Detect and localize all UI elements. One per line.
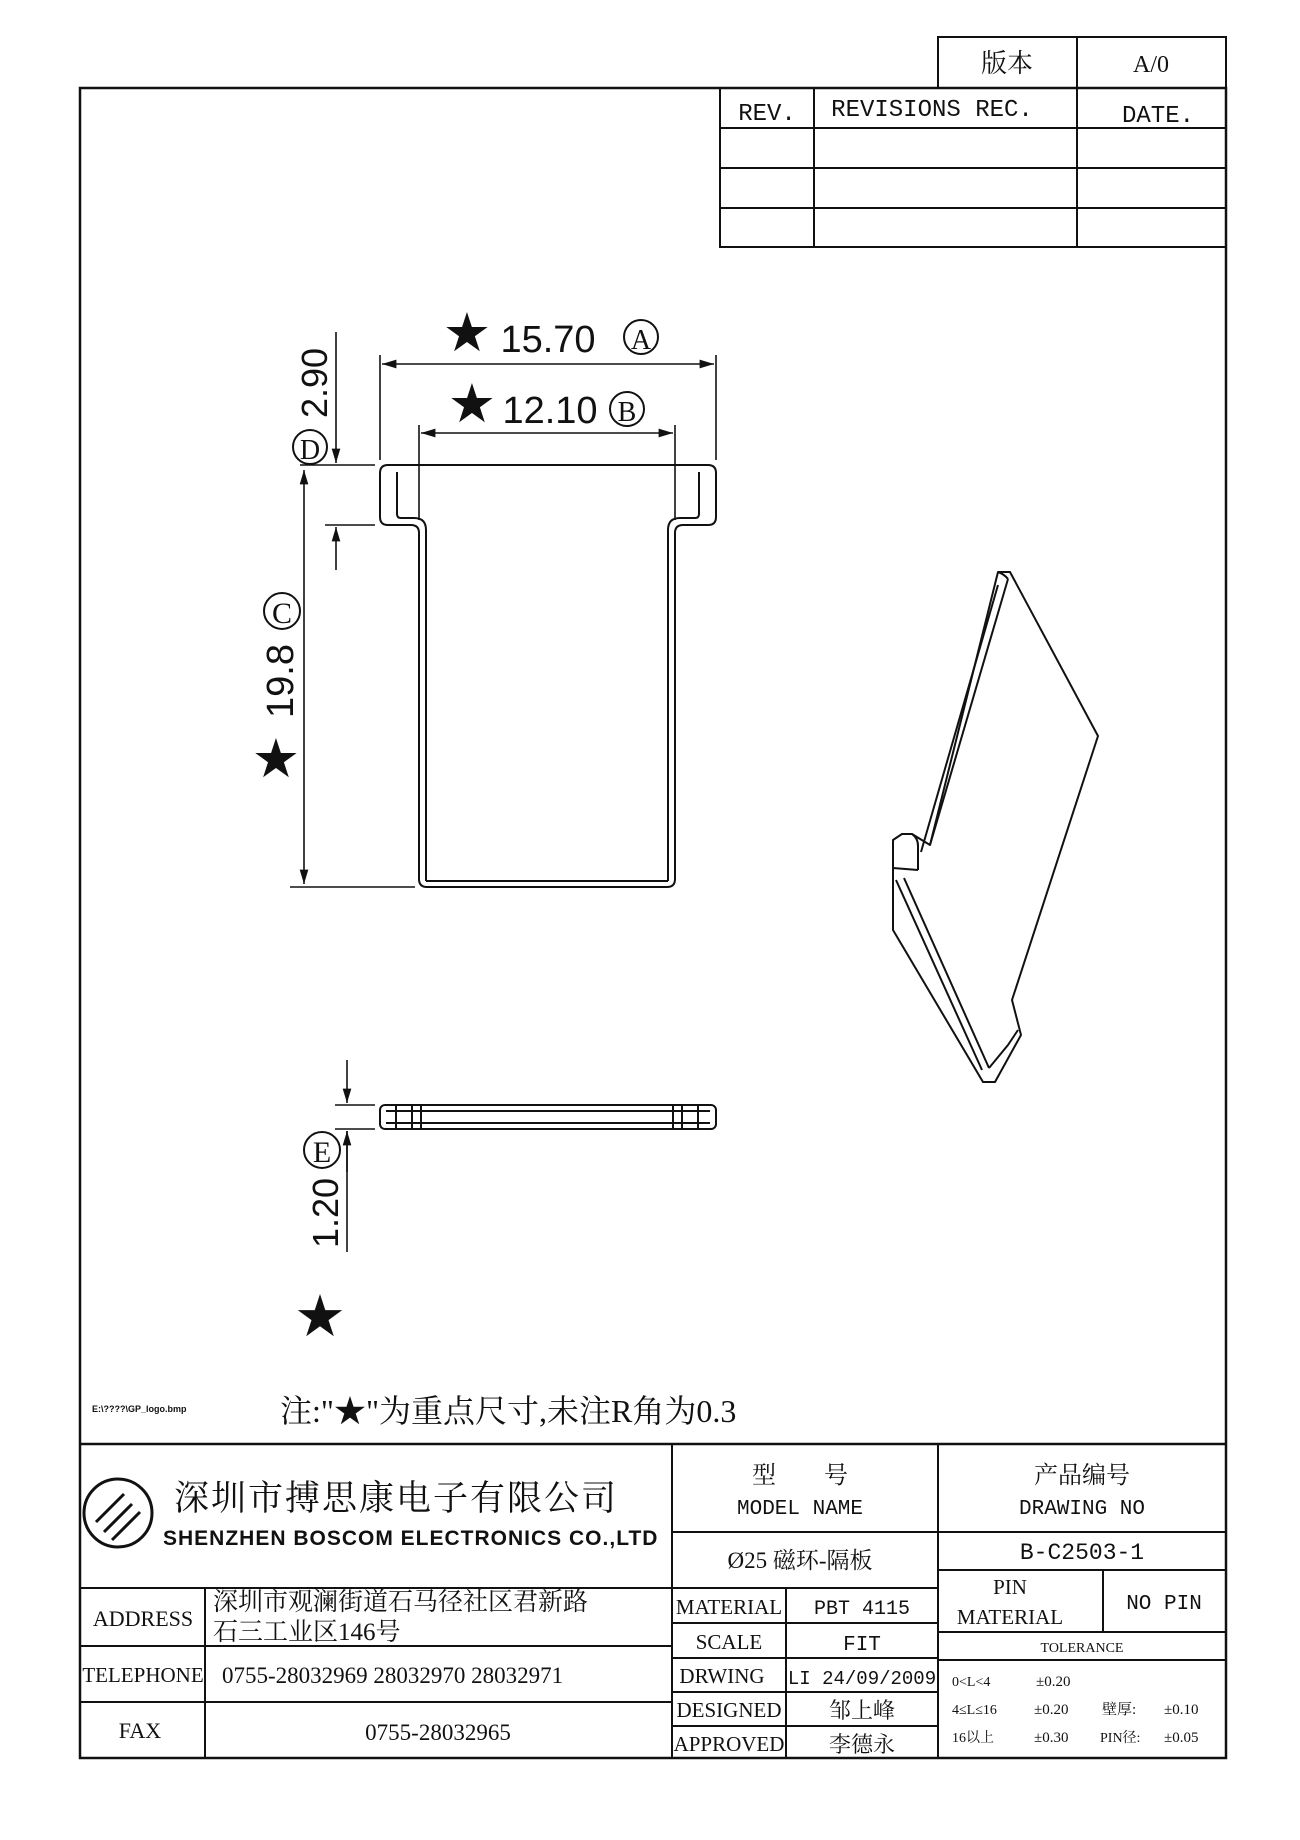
dimension-d-value: 2.90: [294, 347, 335, 419]
tolerance-extra-value: ±0.05: [1164, 1730, 1199, 1746]
material-value: PBT 4115: [813, 1598, 911, 1621]
tolerance-extra-label: PIN径:: [1100, 1731, 1141, 1746]
model-name-value: Ø25 磁环-隔板: [727, 1548, 873, 1573]
company-name-en: SHENZHEN BOSCOM ELECTRONICS CO.,LTD: [163, 1527, 659, 1550]
tolerance-range: 4≤L≤16: [952, 1703, 997, 1718]
dimension-c-value: 19.8: [260, 644, 302, 718]
pin-material-label-line1: PIN: [993, 1575, 1027, 1599]
drawing-number-value: B-C2503-1: [1019, 1540, 1145, 1566]
scale-value: FIT: [843, 1634, 881, 1657]
dimension-b-marker: B: [617, 397, 637, 428]
drawing-label-cn: 产品编号: [1034, 1463, 1130, 1489]
tolerance-range: 0<L<4: [952, 1675, 991, 1690]
fax-label: FAX: [118, 1718, 162, 1743]
tolerance-value: ±0.30: [1034, 1730, 1069, 1746]
scale-label: SCALE: [695, 1630, 763, 1654]
version-value: A/0: [1133, 52, 1169, 78]
rev-header: REV.: [738, 101, 796, 128]
company-name-cn: 深圳市搏思康电子有限公司: [174, 1479, 619, 1518]
approved-value: 李德永: [828, 1732, 896, 1757]
drwing-value: LI 24/09/2009: [787, 1668, 937, 1690]
designed-label: DESIGNED: [676, 1698, 782, 1722]
isometric-view: [893, 572, 1098, 1082]
dimension-e-marker: E: [312, 1136, 332, 1169]
dimension-key-symbol-b: ★: [447, 374, 497, 434]
date-header: DATE.: [1121, 103, 1195, 130]
telephone-value: 0755-28032969 28032970 28032971: [222, 1663, 564, 1688]
dimension-b-value: 12.10: [502, 390, 598, 432]
tolerance-value: ±0.20: [1034, 1702, 1069, 1718]
tolerance-extra-value: ±0.10: [1164, 1702, 1199, 1718]
address-line2: 石三工业区146号: [213, 1619, 401, 1646]
dimension-key-symbol-c: ★: [251, 729, 301, 789]
dimension-labels: [252, 303, 658, 789]
tolerance-rows: [952, 1674, 1198, 1746]
model-label-cn: 型 号: [752, 1463, 848, 1489]
tolerance-range: 16以上: [952, 1731, 994, 1746]
dimension-c-marker: C: [271, 597, 293, 630]
version-box: [938, 37, 1226, 88]
telephone-label: TELEPHONE: [82, 1663, 204, 1687]
fax-value: 0755-28032965: [365, 1720, 511, 1745]
tolerance-extra-label: 壁厚:: [1102, 1702, 1137, 1718]
side-view: [380, 1105, 716, 1129]
dimension-d-marker: D: [299, 435, 321, 466]
dimension-a-value: 15.70: [500, 319, 596, 361]
address-line1: 深圳市观澜街道石马径社区君新路: [213, 1589, 589, 1616]
drawing-note: 注:"★"为重点尺寸,未注R角为0.3: [280, 1393, 737, 1429]
logo-path: E:\????\GP_logo.bmp: [92, 1404, 187, 1414]
dimension-a-marker: A: [630, 325, 652, 356]
tolerance-value: ±0.20: [1036, 1674, 1071, 1690]
drawing-label-en: DRAWING NO: [1018, 1498, 1146, 1521]
designed-value: 邹上峰: [828, 1698, 896, 1723]
approved-label: APPROVED: [673, 1732, 785, 1756]
model-label-en: MODEL NAME: [736, 1498, 864, 1521]
material-label: MATERIAL: [675, 1595, 783, 1619]
dimension-key-symbol-e: ★: [294, 1284, 346, 1349]
pin-material-label-line2: MATERIAL: [956, 1605, 1064, 1629]
dimension-e-value: 1.20: [305, 1177, 346, 1249]
front-view: [380, 465, 716, 887]
version-label: 版本: [980, 49, 1034, 78]
drwing-label: DRWING: [679, 1664, 765, 1688]
revisions-rec-header: REVISIONS REC.: [831, 97, 1033, 124]
tolerance-title: TOLERANCE: [1040, 1641, 1124, 1656]
dimension-key-symbol-a: ★: [442, 303, 492, 363]
company-logo: [84, 1479, 152, 1547]
revisions-table: [720, 88, 1226, 247]
address-label: ADDRESS: [92, 1606, 194, 1631]
pin-material-value: NO PIN: [1126, 1593, 1202, 1616]
